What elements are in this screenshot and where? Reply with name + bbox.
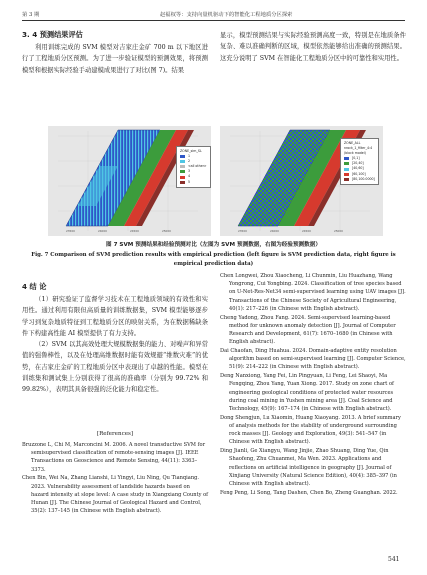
empirical-legend	[340, 138, 379, 185]
section-heading-4: 4 结 论	[22, 282, 47, 291]
legend-title: ZONE_sim_SL	[180, 149, 202, 153]
references-title: [References]	[96, 431, 134, 437]
running-title: 赵福权等：支持向量机驱动下的智能化工程地质分区探索	[160, 12, 293, 18]
paragraph: 利用训练完成的 SVM 模型对吉家庄金矿 700 m 以下地区进行了工程地质分区预测。为了进一步验证模型的预测效果，将预测模型和根据实际经验手动建模成果进行了对比(图 7)。结果	[22, 44, 208, 74]
conclusions-text	[22, 294, 208, 396]
axis-tick: 24000	[98, 229, 107, 233]
reference-entry: Bruzzone L, Chi M, Marconcini M. 2006. A novel transductive SVM for semisupervised classification of remote-sensing images [J]. IEEE Transactions on Geoscience and Remote Sensing, 44(11): 3363–3373.	[22, 442, 206, 473]
figure-7	[48, 126, 383, 236]
reference-entry: Feng Peng, Li Song, Tang Dashen, Chen Bo, Zheng Guanghan. 2022.	[220, 489, 398, 496]
paragraph: 显示，模型预测结果与实际经验预测高度一致，特别是在地质条件复杂、难以准确判断的区域，模型依然能够给出准确的预测结果。这充分说明了 SVM 在智能化工程地质分区中的可靠性和实用性。	[220, 32, 406, 62]
svm-legend	[176, 146, 211, 188]
axis-tick: 24500	[130, 229, 139, 233]
reference-entry: Deng Nanxiong, Yang Fei, Lin Pingyuan, Li Feng, Lei Shaoyi, Ma Fengqing, Zhou Yang, Yuan Xiong. 2017. Study on zone chart of engineering geological conditions of protected water resources during coal mining in Yushen mining area [J]. Coal Science and Technology, 45(9): 167–174 (in Chinese with English abstract).	[220, 373, 394, 413]
figure-caption-en-line2: empirical prediction data)	[173, 261, 254, 267]
conclusion-para-2: （2）SVM 以其高效处理大规模数据集的能力、对噪声和异常值的强鲁棒性，以及在处理高维数据时能有效规避“维数灾难”的优势，在吉家庄金矿的工程地质分区中表现出了卓越的性能。模型在训练集和测试集上分别获得了很高的准确率（分别为 99.72% 和 99.82%），表明其具备很强的泛化能力和稳定性。	[22, 341, 208, 394]
axis-tick: 23500	[66, 229, 75, 233]
issue-number: 第 3 期	[22, 12, 40, 18]
section-3-4-left-text	[22, 42, 208, 76]
legend-item: [0,1]	[344, 156, 375, 161]
figure-caption-zh: 图 7 SVM 预测结果和经验预测对比（左图为 SVM 预测数据，右图为经验预测数据）	[106, 242, 321, 248]
reference-entry: Chen Longwei, Zhou Xiaocheng, Li Chunmin, Liu Huazhang, Wang Yongrong, Cui Yongbing. 2024. Classification of tree species based on U-Net-Res-Net34 semi-supervised learning using UAV images [J]. Transactions of the Chinese Society of Agricultural Engineering, 40(1): 217–226 (in Chinese with English abstract).	[220, 273, 406, 312]
legend-item: (block model)	[344, 151, 366, 156]
legend-item: 3	[180, 169, 207, 174]
axis-tick: 24000	[270, 229, 279, 233]
conclusion-para-1: （1）研究验证了监督学习技术在工程地质领域的有效性和实用性。通过利用有限但高质量的训练数据集，SVM 模型能够逐步学习到复杂地质特征到工程地质分区的映射关系，为在数据稀缺条件下构建高性能 AI 模型提供了有力支持。	[22, 296, 208, 337]
axis-tick: 25000	[334, 229, 343, 233]
reference-entry: Ding Jianli, Ge Xiangyu, Wang Jinjie, Zhao Shuang, Ding Yue, Qin Shaofeng, Zhu Chuanmei, Ma Wen. 2023. Applications and reflections on artificial intelligence in geography [J]. Journal of Xinjiang University (Natural Science Edition), 40(4): 385–397 (in Chinese with English abstract).	[220, 448, 397, 488]
legend-title: ZONE_ALL	[344, 141, 361, 145]
legend-item: [80,100.0000]	[344, 177, 375, 182]
legend-item: 2	[180, 159, 207, 164]
reference-entry: Dong Shengjun, Lu Xiaomin, Huang Xiaoyang. 2013. A brief summary of analysis methods for the stability of underground surrounding rock masses [J]. Geology and Exploration, 49(3): 541–547 (in Chinese with English abstract).	[220, 414, 401, 446]
legend-item: [60,100]	[344, 172, 375, 177]
legend-item: <all other>	[180, 164, 207, 169]
section-3-4-right-text	[220, 30, 406, 64]
axis-tick: 25000	[162, 229, 171, 233]
axis-tick: 23500	[238, 229, 247, 233]
header-rule	[22, 20, 405, 21]
reference-entry: Dai Chaofan, Ding Huahua. 2024. Domain-adaptive entity resolution algorithm based on semi-supervised learning [J]. Computer Science, 51(9): 214–222 (in Chinese with English abstract).	[220, 348, 406, 371]
legend-item: nrock_1_filter_4:4	[344, 146, 373, 151]
references-left	[22, 441, 208, 516]
page-number: 541	[388, 556, 400, 563]
legend-item: [40,60]	[344, 166, 375, 171]
references-right	[220, 272, 406, 498]
reference-entry: Cheng Yadong, Zhou Fang. 2024. Semi-supervised learning-based method for unknown anomaly detection [J]. Journal of Computer Research and Development, 61(7): 1670–1680 (in Chinese with English abstract).	[220, 314, 396, 346]
legend-item: [20,40]	[344, 161, 375, 166]
reference-entry: Chen Bin, Wei Na, Zhang Lianshi, Li Yingyi, Liu Ning, Qu Tianqiang. 2023. Vulnerability assessment of landslide hazards based on hazard intensity at slope level: A case study in Xiangxiang County of Hunan [J]. The Chinese Journal of Geological Hazard and Control, 35(2): 137–145 (in Chinese with English abstract).	[22, 475, 209, 515]
legend-item: 4	[180, 174, 207, 179]
section-heading-3-4: 3. 4 预测结果评估	[22, 30, 83, 39]
legend-item: 5	[180, 180, 207, 185]
figure-caption-en-line1: Fig. 7 Comparison of SVM prediction results with empirical prediction (left figure is SVM prediction data, right figure is	[31, 252, 396, 258]
legend-item: 1	[180, 154, 207, 159]
axis-tick: 24500	[302, 229, 311, 233]
